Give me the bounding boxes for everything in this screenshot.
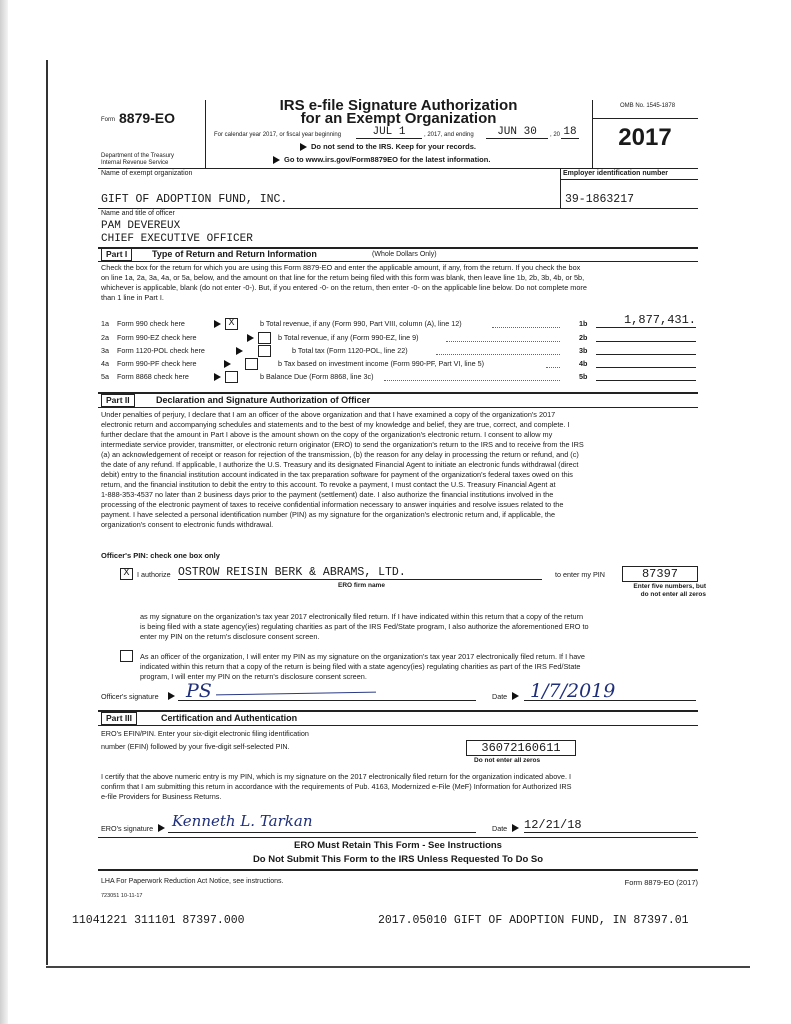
form-reference: Form 8879-EO (2017)	[624, 878, 698, 887]
retain-notice-2: Do Not Submit This Form to the IRS Unless Requested To Do So	[252, 854, 544, 865]
option1-text-line: is being filed with a state agency(ies) regulating charities as part of the IRS Fed/State program, I also authorize the aforementioned ERO to	[140, 622, 589, 631]
line-3b-label: b Total tax (Form 1120-POL, line 22)	[292, 346, 408, 355]
part1-label: Part I	[101, 248, 132, 261]
option1-text-line: as my signature on the organization's tax year 2017 electronically filed return. If I have indicated within this return that a copy of the return	[140, 612, 584, 621]
officer-pin-heading: Officer's PIN: check one box only	[101, 551, 220, 560]
line-5b-amount[interactable]	[596, 369, 696, 381]
rule	[98, 392, 698, 394]
ero-signature-line	[168, 832, 476, 833]
rule	[98, 725, 698, 726]
omb-number: OMB No. 1545-1878	[620, 103, 676, 109]
declaration-line: further declare that the amount in Part I above is the amount shown on the copy of the organization's electronic return. I consent to allow my	[101, 430, 553, 439]
line-4a-checkbox[interactable]	[245, 358, 258, 370]
bottom-right-id: 2017.05010 GIFT OF ADOPTION FUND, IN 87397.01	[378, 914, 689, 927]
declaration-line: processing of the electronic payment of taxes to receive confidential information necessary to answer inquiries and resolve issues related to the	[101, 500, 564, 509]
rule	[98, 869, 698, 871]
leader-dots	[446, 341, 560, 342]
arrow-icon	[273, 156, 280, 164]
dept-line-1: Department of the Treasury	[101, 153, 175, 159]
line-5a-number: 5a	[101, 372, 109, 381]
declaration-line: payment. I have selected a personal identification number (PIN) as my signature for the organization's electronic return and, if applicable, the	[101, 510, 556, 519]
pin-note-2: do not enter all zeros	[640, 591, 706, 598]
declaration-line: the date of any refund. If applicable, I authorize the U.S. Treasury and its designated Financial Agent to initiate an electronic funds withdrawal (direct	[101, 460, 579, 469]
line-1b-label: b Total revenue, if any (Form 990, Part VIII, column (A), line 12)	[260, 319, 462, 328]
arrow-icon	[512, 692, 519, 700]
option2-text-line: program, I will enter my PIN on the return's disclosure consent screen.	[140, 672, 367, 681]
line-4b-number: 4b	[579, 359, 588, 368]
authorize-prefix: I authorize	[137, 570, 171, 579]
officer-name[interactable]: PAM DEVEREUX	[101, 220, 181, 232]
line-1a-label: Form 990 check here	[117, 319, 185, 328]
page-left-border	[46, 60, 48, 965]
line-1b-number: 1b	[579, 319, 588, 328]
ero-firm-name[interactable]: OSTROW REISIN BERK & ABRAMS, LTD.	[178, 566, 542, 580]
form-number: 8879-EO	[119, 110, 176, 126]
tax-year: 2017	[618, 124, 672, 151]
authorize-ero-checkbox[interactable]: X	[120, 568, 133, 580]
ero-firm-label: ERO firm name	[338, 582, 385, 589]
to-enter-pin-label: to enter my PIN	[555, 570, 605, 579]
part1-title: Type of Return and Return Information	[152, 249, 317, 259]
line-2a-label: Form 990-EZ check here	[117, 333, 197, 342]
line-5a-checkbox[interactable]	[225, 371, 238, 383]
officer-signature-line	[178, 700, 476, 701]
arrow-icon	[247, 334, 254, 342]
form-label: Form	[101, 117, 115, 123]
declaration-line: 1-888-353-4537 no later than 2 business days prior to the payment (settlement) date. I also authorize the financial institutions involved in the	[101, 490, 554, 499]
certification-line: e-file Providers for Business Returns.	[101, 792, 222, 801]
scan-edge	[0, 0, 8, 1024]
line-4b-label: b Tax based on investment income (Form 990-PF, Part VI, line 5)	[278, 359, 484, 368]
option1-text-line: enter my PIN on the return's disclosure consent screen.	[140, 632, 320, 641]
retain-notice-1: ERO Must Retain This Form - See Instructions	[294, 840, 502, 851]
officer-signature-label: Officer's signature	[101, 692, 159, 701]
declaration-line: (a) an acknowledgement of receipt or reason for rejection of the transmission, (b) the reason for any delay in processing the return or refund, and (c)	[101, 450, 579, 459]
efin-pin-box[interactable]: 36072160611	[466, 740, 576, 756]
line-2b-label: b Total revenue, if any (Form 990-EZ, line 9)	[278, 333, 419, 342]
fiscal-end-year[interactable]: 18	[561, 126, 579, 139]
declaration-line: electronic return and accompanying schedules and statements and to the best of my knowledge and belief, they are true, correct, and complete. I	[101, 420, 570, 429]
ein-label: Employer identification number	[563, 170, 669, 177]
line-4a-number: 4a	[101, 359, 109, 368]
efin-text-line-1: ERO's EFIN/PIN. Enter your six-digit electronic filing identification	[101, 729, 309, 738]
part1-title-note: (Whole Dollars Only)	[372, 251, 437, 258]
rule	[560, 179, 698, 180]
certification-line: confirm that I am submitting this return in accordance with the requirements of Pub. 4163, Modernized e-File (MeF) Information for Authorized IRS	[101, 782, 572, 791]
ero-signature[interactable]: Kenneth L. Tarkan	[172, 812, 313, 830]
rule	[98, 208, 698, 209]
arrow-icon	[168, 692, 175, 700]
line-1a-checkbox[interactable]: X	[225, 318, 238, 330]
year-line-suffix: , 20	[550, 132, 561, 138]
efin-note: Do not enter all zeros	[474, 757, 541, 764]
officer-enters-pin-checkbox[interactable]	[120, 650, 133, 662]
arrow-icon	[214, 373, 221, 381]
officer-signature-stroke	[216, 692, 376, 696]
leader-dots	[546, 367, 560, 368]
part1-intro-line: Check the box for the return for which you are using this Form 8879-EO and enter the applicable amount, if any, from the return. If you check the box	[101, 263, 581, 272]
line-2a-checkbox[interactable]	[258, 332, 271, 344]
leader-dots	[436, 354, 560, 355]
rule	[98, 168, 698, 169]
leader-dots	[384, 380, 560, 381]
officer-date-label: Date	[492, 692, 508, 701]
line-3b-number: 3b	[579, 346, 588, 355]
line-3b-amount[interactable]	[596, 343, 696, 355]
part1-intro-line: on line 1a, 2a, 3a, 4a, or 5a, below, and the amount on that line for the return being filed with this form was blank, then leave line 1b, 2b, 3b, 4b, or 5b,	[101, 273, 585, 282]
part3-label: Part III	[101, 712, 137, 725]
declaration-line: intermediate service provider, transmitter, or electronic return originator (ERO) to send the organization's return to the IRS and to receive from the IRS	[101, 440, 584, 449]
officer-date[interactable]: 1/7/2019	[530, 680, 616, 702]
line-4a-label: Form 990-PF check here	[117, 359, 197, 368]
officer-title[interactable]: CHIEF EXECUTIVE OFFICER	[101, 233, 253, 245]
rule	[98, 837, 698, 838]
form-title-1: IRS e-file Signature Authorization	[279, 97, 518, 114]
declaration-line: return, and the financial institution to debit the entry to this account. To revoke a payment, I must contact the U.S. Treasury Financial Agent at	[101, 480, 556, 489]
rule	[98, 261, 698, 262]
year-line-prefix: For calendar year 2017, or fiscal year beginning	[214, 132, 342, 138]
line-5a-label: Form 8868 check here	[117, 372, 189, 381]
line-4b-amount[interactable]	[596, 356, 696, 368]
arrow-icon	[236, 347, 243, 355]
instruction-website: Go to www.irs.gov/Form8879EO for the latest information.	[284, 155, 491, 164]
ero-date-label: Date	[492, 824, 508, 833]
form-code: 723051 10-11-17	[101, 893, 143, 899]
line-1b-amount[interactable]: 1,877,431.	[596, 313, 696, 328]
page-bottom-edge	[46, 966, 750, 968]
form-title-2: for an Exempt Organization	[300, 110, 497, 127]
bottom-left-id: 11041221 311101 87397.000	[72, 914, 245, 927]
officer-label: Name and title of officer	[101, 210, 175, 217]
omb-divider	[592, 118, 698, 119]
line-2b-number: 2b	[579, 333, 588, 342]
line-2a-number: 2a	[101, 333, 109, 342]
declaration-line: organization's consent to electronic funds withdrawal.	[101, 520, 274, 529]
line-1a-number: 1a	[101, 319, 109, 328]
part3-title: Certification and Authentication	[161, 713, 298, 723]
declaration-line: debit) entry to the financial institution account indicated in the tax preparation software for payment of the organization's federal taxes owed on this	[101, 470, 573, 479]
pin-note-1: Enter five numbers, but	[633, 583, 706, 590]
line-3a-checkbox[interactable]	[258, 345, 271, 357]
fiscal-end[interactable]: JUN 30	[486, 126, 548, 139]
declaration-line: Under penalties of perjury, I declare that I am an officer of the above organization and that I have examined a copy of the organization's 2017	[101, 410, 556, 419]
arrow-icon	[300, 143, 307, 151]
ero-date[interactable]: 12/21/18	[524, 818, 696, 833]
fiscal-begin[interactable]: JUL 1	[356, 126, 422, 139]
lha-notice: LHA For Paperwork Reduction Act Notice, see instructions.	[101, 878, 284, 885]
option2-text-line: indicated within this return that a copy of the return is being filed with a state agency(ies) regulating charities as part of the IRS Fed/State	[140, 662, 581, 671]
dept-line-2: Internal Revenue Service	[101, 160, 169, 166]
line-5b-number: 5b	[579, 372, 588, 381]
rule	[98, 407, 698, 408]
line-5b-label: b Balance Due (Form 8868, line 3c)	[260, 372, 374, 381]
rule	[98, 710, 698, 712]
officer-pin-box[interactable]: 87397	[622, 566, 698, 582]
year-line-mid: , 2017, and ending	[424, 132, 474, 138]
arrow-icon	[214, 320, 221, 328]
officer-signature[interactable]: PS	[186, 680, 212, 702]
instruction-do-not-send: Do not send to the IRS. Keep for your records.	[311, 142, 477, 151]
line-3a-label: Form 1120-POL check here	[117, 346, 205, 355]
line-2b-amount[interactable]	[596, 330, 696, 342]
efin-text-line-2: number (EFIN) followed by your five-digit self-selected PIN.	[101, 742, 290, 751]
arrow-icon	[224, 360, 231, 368]
ein-value[interactable]: 39-1863217	[565, 193, 635, 206]
ero-signature-label: ERO's signature	[101, 824, 154, 833]
certification-line: I certify that the above numeric entry is my PIN, which is my signature on the 2017 electronically filed return for the organization indicated above. I	[101, 772, 572, 781]
arrow-icon	[512, 824, 519, 832]
org-name[interactable]: GIFT OF ADOPTION FUND, INC.	[101, 193, 288, 206]
part1-intro-line: than 1 line in Part I.	[101, 293, 164, 302]
line-3a-number: 3a	[101, 346, 109, 355]
part2-title: Declaration and Signature Authorization of Officer	[156, 395, 371, 405]
option2-text-line: As an officer of the organization, I will enter my PIN as my signature on the organization's tax year 2017 electronically filed return. If I have	[140, 652, 585, 661]
ein-divider	[560, 168, 561, 208]
leader-dots	[492, 327, 560, 328]
org-name-label: Name of exempt organization	[101, 170, 193, 177]
arrow-icon	[158, 824, 165, 832]
part2-label: Part II	[101, 394, 135, 407]
part1-intro-line: whichever is applicable, blank (do not enter -0-). But, if you entered -0- on the return, then enter -0- on the applicable line below. Do not complete more	[101, 283, 587, 292]
